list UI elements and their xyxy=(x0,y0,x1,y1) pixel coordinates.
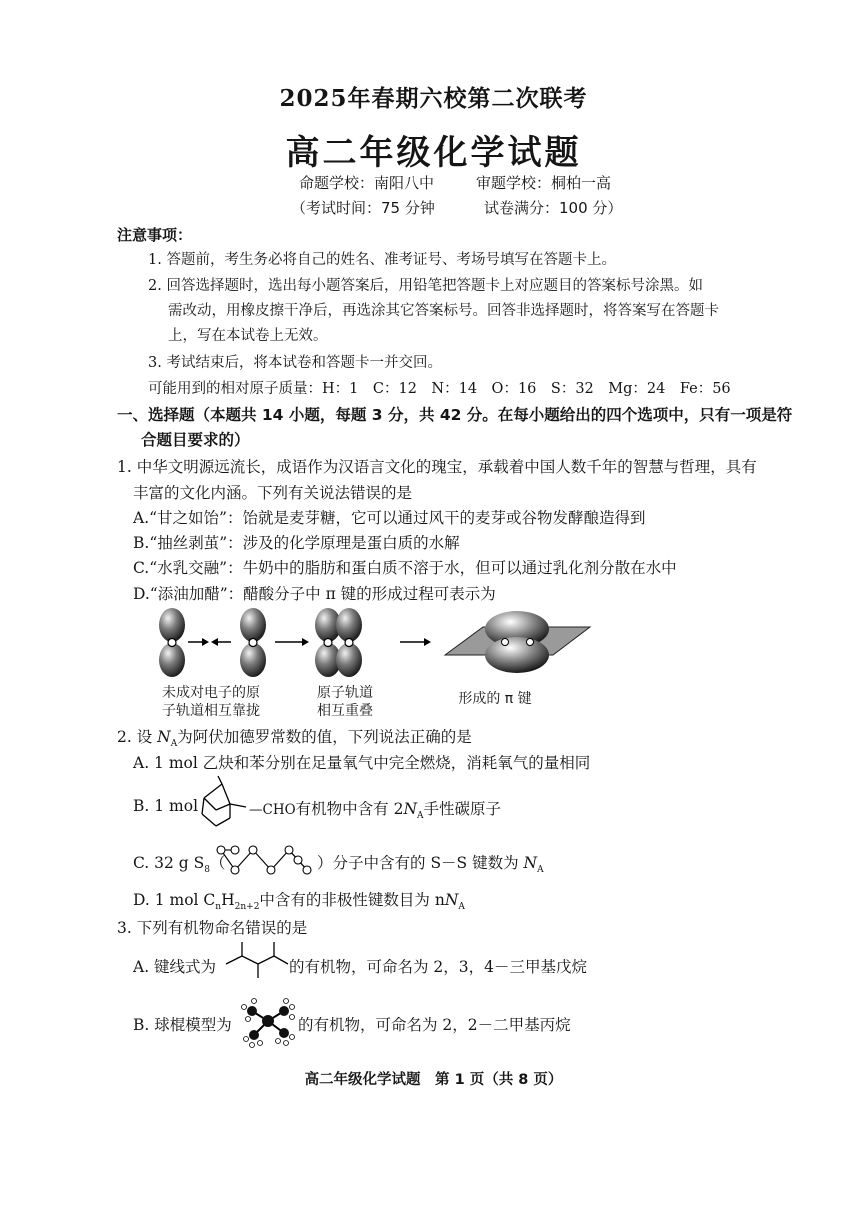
q2-option-a: A. 1 mol 乙炔和苯分别在足量氧气中完全燃烧，消耗氧气的量相同 xyxy=(133,754,591,772)
notes-heading: 注意事项： xyxy=(117,226,193,244)
caption-approach: 未成对电子的原 子轨道相互靠拢 xyxy=(162,685,260,719)
p-orbital-2 xyxy=(240,608,266,677)
arrow-right-icon xyxy=(275,638,309,646)
arrow-right-icon xyxy=(188,638,209,646)
setter-school: 命题学校：南阳八中 xyxy=(299,174,435,192)
section-heading: 一、选择题（本题共 14 小题，每题 3 分，共 42 分。在每小题给出的四个选项中，只有一项是符 xyxy=(117,406,793,424)
atomic-masses: 可能用到的相对原子质量：H：1 C：12 N：14 O：16 S：32 Mg：24 Fe：56 xyxy=(148,381,731,397)
bicyclic-aldehyde-structure xyxy=(194,770,250,830)
note-item-2-line2: 需改动，用橡皮擦干净后，再选涂其它答案标号。回答非选择题时，将答案写在答题卡 xyxy=(168,303,719,319)
p-orbital-1 xyxy=(159,608,185,677)
arrow-right-icon xyxy=(400,638,431,646)
arrow-left-icon xyxy=(211,638,231,646)
q2-option-d: D. 1 mol $C_nH_{2n+2}$中含有的非极性键数目为 $nN_A$ xyxy=(133,891,465,913)
q1-stem-line2: 丰富的文化内涵。下列有关说法错误的是 xyxy=(133,484,413,502)
note-item-2-line1: 2. 回答选择题时，选出每小题答案后，用铅笔把答题卡上对应题目的答案标号涂黑。如 xyxy=(148,278,703,294)
q3-stem: 3. 下列有机物命名错误的是 xyxy=(117,919,308,937)
caption-overlap: 原子轨道 相互重叠 xyxy=(317,685,373,719)
q3-option-a-rest: 的有机物，可命名为 2，3，4－三甲基戊烷 xyxy=(289,958,588,976)
q2-stem: 2. 设 $N_A$为阿伏加德罗常数的值，下列说法正确的是 xyxy=(117,728,472,750)
ball-and-stick-model xyxy=(240,993,298,1049)
caption-pi-bond: 形成的 π 键 xyxy=(458,691,532,707)
page-footer: 高二年级化学试题 第 1 页（共 8 页） xyxy=(304,1072,563,1088)
q1-option-a: A.“甘之如饴”：饴就是麦芽糖，它可以通过风干的麦芽或谷物发酵酿造得到 xyxy=(133,509,646,527)
overlapping-orbitals xyxy=(315,608,362,677)
note-item-3: 3. 考试结束后，将本试卷和答题卡一并交回。 xyxy=(148,355,442,371)
q2-option-b-rest: —CHO有机物中含有 $2N_A$手性碳原子 xyxy=(249,800,502,822)
skeletal-formula-structure xyxy=(224,938,290,980)
q1-option-b: B.“抽丝剥茧”：涉及的化学原理是蛋白质的水解 xyxy=(133,534,460,552)
reviewer-school: 审题学校：桐柏一高 xyxy=(476,174,612,192)
q3-option-a-prefix: A. 键线式为 xyxy=(133,958,217,976)
pi-bond-formation-diagram xyxy=(145,605,615,685)
q1-option-d: D.“添油加醋”：醋酸分子中 π 键的形成过程可表示为 xyxy=(133,585,496,603)
exam-time: （考试时间：75 分钟 xyxy=(291,199,435,217)
q1-option-c: C.“水乳交融”：牛奶中的脂肪和蛋白质不溶于水，但可以通过乳化剂分散在水中 xyxy=(133,559,677,577)
note-item-1: 1. 答题前，考生务必将自己的姓名、准考证号、考场号填写在答题卡上。 xyxy=(148,252,616,268)
section-heading-cont: 合题目要求的） xyxy=(141,431,250,449)
exam-name: 2025年春期六校第二次联考 xyxy=(279,85,588,112)
full-score: 试卷满分：100 分） xyxy=(484,199,623,217)
q2-option-c: C. 32 g $S_8$（ xyxy=(133,854,226,876)
page-title: 高二年级化学试题 xyxy=(285,133,582,173)
note-item-2-line3: 上，写在本试卷上无效。 xyxy=(168,328,328,344)
q2-option-b-prefix: B. 1 mol xyxy=(133,797,199,815)
q1-stem-line1: 1. 中华文明源远流长，成语作为汉语言文化的瑰宝，承载着中国人数千年的智慧与哲理，具有 xyxy=(117,458,757,476)
q2-option-c-rest: ）分子中含有的 S－S 键数为 $N_A$ xyxy=(317,854,544,876)
pi-bond-model xyxy=(445,611,590,673)
q3-option-b-prefix: B. 球棍模型为 xyxy=(133,1016,232,1034)
s8-ring-structure xyxy=(213,840,317,880)
q3-option-b-rest: 的有机物，可命名为 2，2－二甲基丙烷 xyxy=(298,1016,571,1034)
